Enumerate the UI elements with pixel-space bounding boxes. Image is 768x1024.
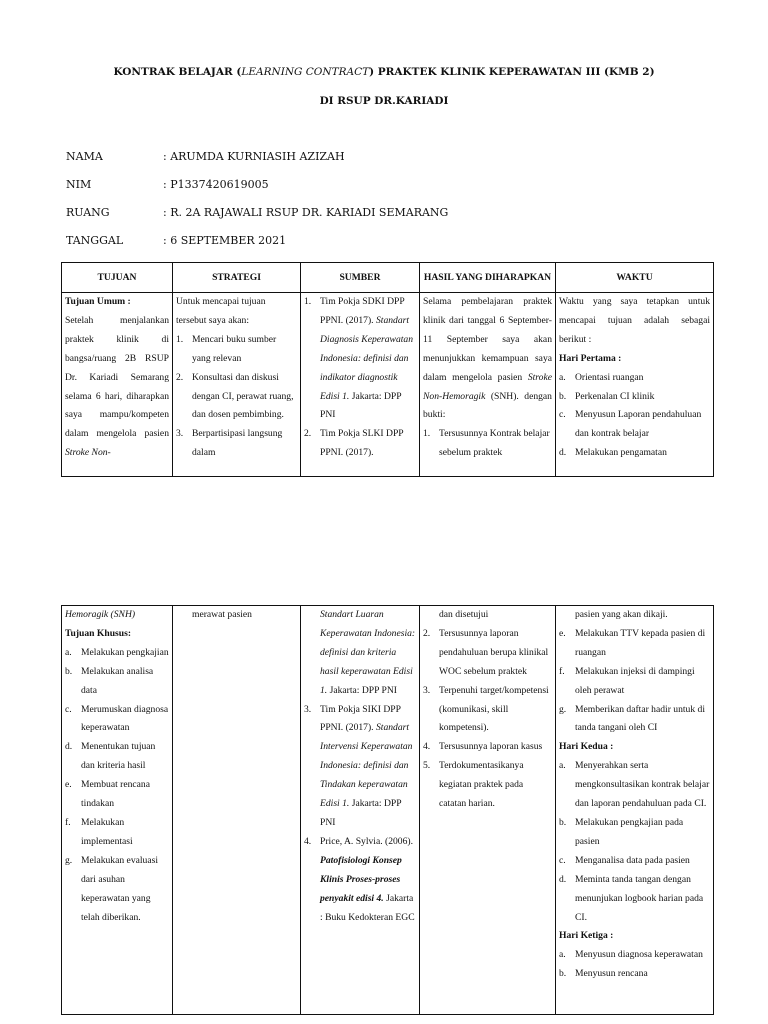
hasil-text: Selama pembelajaran praktek klinik dari tanggal 6 September-11 September saya akan menunjukkan kemampuan saya dalam mengelola pasien Stroke Non-Hemoragik (SNH). dengan bukti:: [423, 296, 552, 421]
list-item: d. Menentukan tujuan dan kriteria hasil: [65, 741, 156, 772]
tujuan-khusus-heading: Tujuan Khusus:: [65, 627, 132, 639]
list-item: e. Membuat rencana tindakan: [65, 779, 150, 810]
list-item: c. Menyusun Laporan pendahuluan dan kontrak belajar: [559, 409, 702, 440]
strategi-cell: [173, 293, 301, 477]
list-item: e. Melakukan TTV kepada pasien di ruangan: [559, 627, 706, 658]
reference-item: 2. Tim Pokja SLKI DPP PPNI. (2017).: [304, 428, 404, 459]
list-item: f. Melakukan implementasi: [65, 816, 133, 847]
hasil-cell: [420, 606, 556, 1015]
header-tujuan: TUJUAN: [62, 263, 173, 293]
sumber-cell: [301, 293, 420, 477]
list-item: d. Melakukan pengamatan: [559, 447, 667, 459]
tujuan-cell: [62, 606, 173, 1015]
list-item: f. Melakukan injeksi di dampingi oleh perawat: [559, 665, 695, 696]
tujuan-umum-text: Setelah menjalankan praktek klinik di bangsa/ruang 2B RSUP Dr. Kariadi Semarang selama 6 hari, diharapkan saya mampu/kompeten dalam mengelola pasien: [65, 314, 169, 440]
reference-item: 1. Tim Pokja SDKI DPP PPNI. (2017). Standart Diagnosis Keperawatan Indonesia: definisi dan indikator diagnostik Edisi 1. Jakarta: DPP PNI: [304, 296, 414, 421]
reference-item: 4. Price, A. Sylvia. (2006). Patofisiologi Konsep Klinis Proses-proses penyakit edisi 4. Jakarta : Buku Kedokteran EGC: [304, 835, 415, 923]
list-item: 1. Mencari buku sumber yang relevan: [176, 333, 277, 364]
reference-item: 3. Tim Pokja SIKI DPP PPNI. (2017). Standart Intervensi Keperawatan Indonesia: definisi dan Tindakan keperawatan Edisi 1. Jakarta: DPP PNI: [304, 703, 413, 828]
list-item: c. Menganalisa data pada pasien: [559, 854, 690, 866]
list-item: 5. Terdokumentasikanya kegiatan praktek pada catatan harian.: [423, 760, 524, 810]
list-item: 3. Terpenuhi target/kompetensi (komunikasi, skill kompetensi).: [423, 684, 549, 734]
tujuan-continued: Hemoragik (SNH): [65, 609, 136, 620]
list-item: b. Melakukan pengkajian pada pasien: [559, 816, 684, 847]
learning-contract-table-page2: [61, 605, 714, 1015]
waktu-day-heading: Hari Pertama :: [559, 352, 622, 364]
list-item: a. Melakukan pengkajian: [65, 646, 169, 658]
hasil-cell: [420, 293, 556, 477]
tujuan-cell: [62, 293, 173, 477]
list-item: 1. Tersusunnya Kontrak belajar sebelum praktek: [423, 428, 550, 459]
waktu-cell: [556, 293, 714, 477]
list-item: b. Menyusun rencana: [559, 968, 648, 980]
waktu-continued: pasien yang akan dikaji.: [575, 609, 668, 620]
list-item: g. Melakukan evaluasi dari asuhan keperawatan yang telah diberikan.: [65, 854, 158, 923]
list-item: g. Memberikan daftar hadir untuk di tanda tangani oleh CI: [559, 703, 706, 734]
list-item: 2. Tersusunnya laporan pendahuluan berupa klinikal WOC sebelum praktek: [423, 627, 549, 677]
list-item: 4. Tersusunnya laporan kasus: [423, 741, 543, 753]
strategi-intro: Untuk mencapai tujuan tersebut saya akan:: [176, 296, 266, 326]
document-subtitle: DI RSUP DR.KARIADI: [319, 95, 449, 107]
waktu-day-heading: Hari Kedua :: [559, 741, 614, 753]
list-item: a. Menyusun diagnosa keperawatan: [559, 949, 703, 961]
list-item: b. Melakukan analisa data: [65, 665, 154, 696]
list-item: 3. Berpartisipasi langsung dalam: [176, 428, 283, 459]
list-item: 2. Konsultasi dan diskusi dengan CI, perawat ruang, dan dosen pembimbing.: [176, 371, 294, 421]
list-item: c. Merumuskan diagnosa keperawatan: [65, 703, 169, 734]
header-waktu: WAKTU: [556, 263, 714, 293]
reference-continued: Standart Luaran Keperawatan Indonesia: definisi dan kriteria hasil keperawatan Edisi 1. Jakarta: DPP PNI: [320, 609, 416, 696]
header-hasil: HASIL YANG DIHARAPKAN: [420, 263, 556, 293]
list-item: b. Perkenalan CI klinik: [559, 390, 655, 402]
hasil-continued: dan disetujui: [439, 609, 489, 620]
header-strategi: STRATEGI: [173, 263, 301, 293]
waktu-cell: [556, 606, 714, 1015]
waktu-intro: Waktu yang saya tetapkan untuk mencapai tujuan adalah sebagai berikut :: [559, 296, 710, 345]
learning-contract-table-page1: [61, 262, 714, 477]
tujuan-umum-heading: Tujuan Umum :: [65, 296, 131, 307]
document-title: KONTRAK BELAJAR (LEARNING CONTRACT) PRAKTEK KLINIK KEPERAWATAN III (KMB 2): [113, 66, 655, 78]
waktu-day-heading: Hari Ketiga :: [559, 930, 614, 942]
tujuan-umum-italic: Stroke Non-: [65, 447, 111, 459]
list-item: d. Meminta tanda tangan dengan menunjukan logbook harian pada CI.: [559, 873, 704, 923]
strategi-continued: merawat pasien: [192, 609, 252, 620]
list-item: a. Orientasi ruangan: [559, 371, 644, 383]
list-item: a. Menyerahkan serta mengkonsultasikan kontrak belajar dan laporan pendahuluan pada CI.: [559, 760, 710, 810]
strategi-cell: [173, 606, 301, 1015]
sumber-cell: [301, 606, 420, 1015]
header-sumber: SUMBER: [301, 263, 420, 293]
